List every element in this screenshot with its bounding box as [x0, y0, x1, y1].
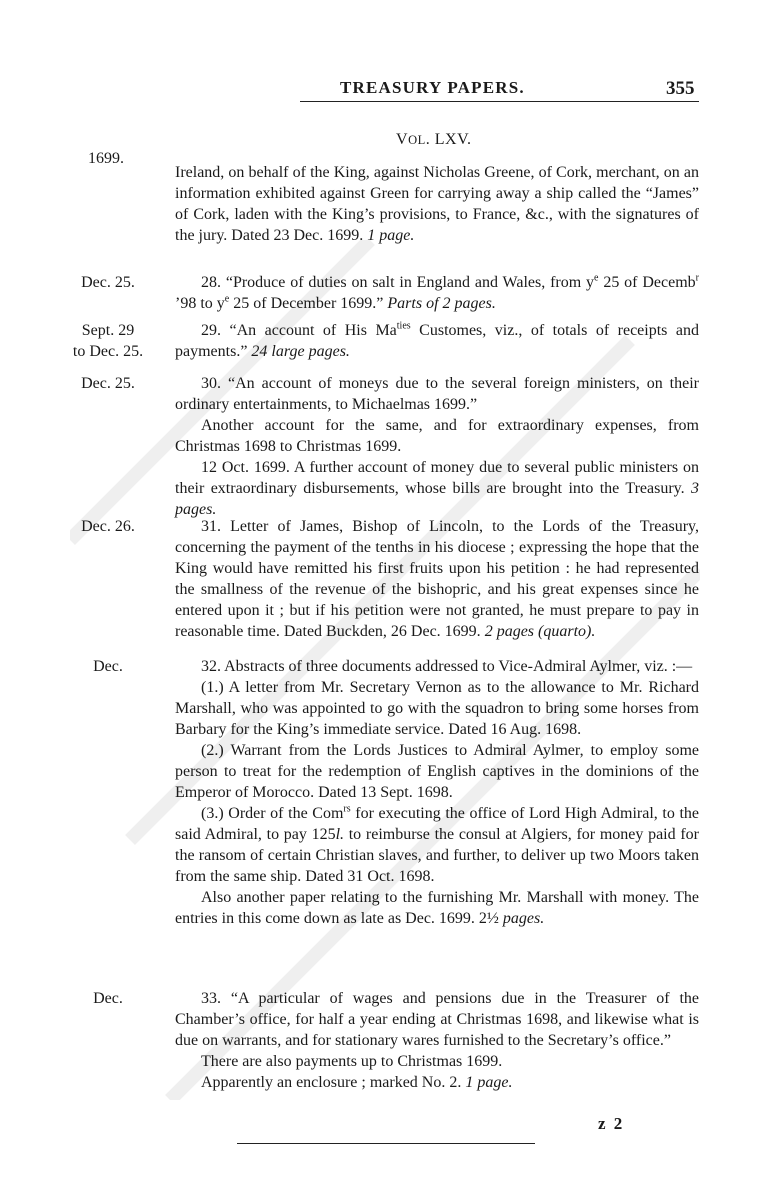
- entry-paragraph: 29. “An account of His $Ma^{ties}$ Customes, viz., of totals of receipts and payments.” 24 large pages.: [175, 320, 699, 360]
- entry-date: Dec.: [93, 990, 123, 1007]
- entry-body: [175, 656, 699, 929]
- entry-paragraph: 28. “Produce of duties on salt in England and Wales, from $y^e$ 25 of Decemb$^r$ ’98 to $y^e$ 25 of December 1699.” Parts of 2 pages.: [175, 272, 699, 312]
- entry-paragraph: Ireland, on behalf of the King, against Nicholas Greene, of Cork, merchant, on an information exhibited against Green for carrying away a ship called the “James” of Cork, laden with the King’s provisions, to France, &c., with the signatures of the jury. Dated 23 Dec. 1699. 1 page.: [175, 164, 699, 244]
- volume-heading: VOL. LXV.: [396, 131, 472, 148]
- page-header: [0, 78, 770, 108]
- entry-body: [175, 162, 699, 246]
- entry-paragraph: (2.) Warrant from the Lords Justices to Admiral Aylmer, to employ some person to treat for the redemption of English captives in the dominions of the Emperor of Morocco. Dated 13 Sept. 1698.: [175, 742, 699, 801]
- entry-paragraph: There are also payments up to Christmas 1699.: [201, 1053, 503, 1070]
- footer-rule: [237, 1143, 535, 1144]
- entry-body: [175, 988, 699, 1093]
- entry-paragraph: Also another paper relating to the furnishing Mr. Marshall with money. The entries in this come down as late as Dec. 1699. 2½ pages.: [175, 889, 699, 927]
- entry-paragraph: 12 Oct. 1699. A further account of money due to several public ministers on their extraordinary disbursements, whose bills are brought into the Treasury. 3 pages.: [175, 459, 699, 518]
- entry-paragraph: 31. Letter of James, Bishop of Lincoln, to the Lords of the Treasury, concerning the payment of the tenths in his diocese ; expressing the hope that the King would have remitted his first fruits upon his petition : he had represented the smallness of the revenue of the bishopric, and his great expenses since he entered upon it ; but if his petition were not granted, he must prepare to pay in reasonable time. Dated Buckden, 26 Dec. 1699. 2 pages (quarto).: [175, 518, 699, 640]
- entry-paragraph: 30. “An account of moneys due to the several foreign ministers, on their ordinary entertainments, to Michaelmas 1699.”: [175, 375, 699, 413]
- entry-body: [175, 373, 699, 520]
- signature-mark: z 2: [598, 1114, 625, 1133]
- entry-paragraph: 33. “A particular of wages and pensions due in the Treasurer of the Chamber’s office, for half a year ending at Christmas 1698, and likewise what is due on warrants, and for stationary wares furnished to the Secretary’s office.”: [175, 990, 699, 1049]
- entry-date: Dec. 26.: [81, 518, 135, 535]
- entry-body: [175, 272, 699, 314]
- entry-paragraph: Another account for the same, and for extraordinary expenses, from Christmas 1698 to Christmas 1699.: [175, 417, 699, 455]
- entry-paragraph: (3.) Order of the Com$^{rs}$ for executing the office of Lord High Admiral, to the said Admiral, to pay 125l. to reimburse the consul at Algiers, for money paid for the ransom of certain Christian slaves, and further, to deliver up two Moors taken from the same ship. Dated 31 Oct. 1698.: [175, 803, 699, 885]
- entry-paragraph: 32. Abstracts of three documents addressed to Vice-Admiral Aylmer, viz. :—: [201, 658, 693, 675]
- page-number: 355: [666, 78, 695, 99]
- entry-date: Dec. 25.: [81, 274, 135, 291]
- year-margin-note: 1699.: [88, 150, 124, 167]
- header-rule: [300, 101, 699, 102]
- entry-body: [175, 320, 699, 362]
- running-title: TREASURY PAPERS.: [340, 78, 525, 97]
- entry-date: Dec. 25.: [81, 375, 135, 392]
- entry-body: [175, 516, 699, 642]
- entry-date: Dec.: [93, 658, 123, 675]
- entry-date: Sept. 29 to Dec. 25.: [72, 322, 144, 360]
- entry-paragraph: (1.) A letter from Mr. Secretary Vernon as to the allowance to Mr. Richard Marshall, who was appointed to go with the squadron to bring some horses from Barbary for the King’s immediate service. Dated 16 Aug. 1698.: [175, 679, 699, 738]
- entry-paragraph: Apparently an enclosure ; marked No. 2. 1 page.: [201, 1074, 513, 1091]
